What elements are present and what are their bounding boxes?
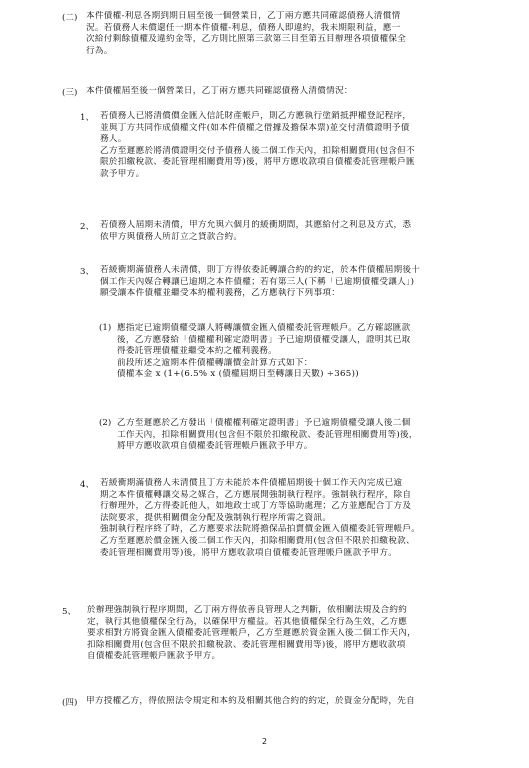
text-line: 願受讓本件債權並繼受本約權利義務，乙方應執行下列事項： [100,288,341,299]
text-line: 工作天內，扣除相關費用(包含但不限於扣繳稅款、委託管理相關費用等)後， [117,429,418,440]
list-item-number: 5、 [62,607,77,617]
text-line: 要求相對方將資金匯入債權委託管理帳戶，乙方至遲應於資金匯入後二個工作天內， [87,628,417,639]
text-line: 應指定已逾期債權受讓人將轉讓價金匯入債權委託管理帳戶。乙方確認匯款 [117,323,411,333]
text-line: 本件債權-利息各期到期日屆至後一個營業日，乙丁兩方應共同確認債務人清償情 [86,11,401,21]
text-line: 定，執行其他債權保全行為，以確保甲方權益。若其他債權保全行為生效，乙方應 [87,616,408,627]
text-line: 後，乙方應發給「債權權利確定證明書」予已逾期債權受讓人，證明其已取 [117,334,411,345]
text-line: 得委託管理債權並繼受本約之權利義務。 [117,346,278,357]
paragraph-4-label: (四) [62,698,78,708]
text-line: 自債權委託管理帳戶匯款予甲方。 [87,651,221,662]
text-line: 乙方至遲應於價金匯入後二個工作天內，扣除相關費用(包含但不限於扣繳稅款、 [100,535,415,546]
list-item-number: 4、 [80,480,95,490]
text-line: 本件債權屆至後一個營業日，乙丁兩方應共同確認債務人清償情況： [86,86,353,96]
text-line: 若緩衝期滿債務人未清償，則丁方得依委託轉讓合約的約定，於本件債權屆期後十 [100,265,421,275]
list-item-number: 2、 [80,222,95,232]
list-item-number: 3、 [80,267,95,277]
sub-item-number: (1) [99,323,112,333]
text-line: 強制執行程序終了時，乙方應要求法院將擔保品拍賣價金匯入債權委託管理帳戶。 [100,524,421,535]
paragraph-3-label: (三) [62,88,78,98]
page-number: 2 [261,737,268,746]
text-line: 行辦理外，乙方得委託他人，如地政士或丁方等協助處理；乙方並應配合丁方及 [100,501,412,512]
text-line: 況。若債務人未償還任一期本件債權-利息，債務人即違約，我未期限利益，應一 [86,22,401,33]
text-line: 扣除相關費用(包含但不限於扣繳稅款、委託管理相關費用等)後，將甲方應收款項 [87,639,406,650]
formula-line: 債權本金 x (1+(6.5% x (債權屆期日至轉讓日天數) ÷365)) [117,369,359,380]
text-line: 限於扣繳稅款、委託管理相關費用等)後，將甲方應收款項自債權委託管理帳戶匯 [100,157,415,168]
text-line: 個工作天內媒合轉讓已逾期之本件債權；若有第三人(下稱「已逾期債權受讓人」) [100,276,415,287]
text-line: 若緩衝期滿債務人未清償且丁方未能於本件債權屆期後十個工作天內完成已逾 [100,478,403,488]
sub-item-number: (2) [99,418,112,428]
paragraph-2-label: (二) [62,13,78,23]
text-line: 乙方至遲應於乙方發出「債權權利確定證明書」予已逾期債權受讓人後二個 [117,418,411,428]
text-line: 次給付剩餘債權及違約金等，乙方則比照第三款第三目至第五目辦理各項債權保全 [86,34,407,45]
text-line: 期之本件債權轉讓交易之媒合，乙方應展開強制執行程序。強制執行程序，除自 [100,489,412,500]
text-line: 將甲方應收款項自債權委託管理帳戶匯款予甲方。 [117,441,313,452]
text-line: 法院要求，提供相關價金分配及強制執行程序所需之資訊。 [100,512,332,523]
text-line: 並與丁方共同作成債權文件(如本件債權之借據及擔保本票)並交付清償證明予債 [100,122,410,133]
text-line: 甲方授權乙方，得依照法令規定和本約及相關其他合約的約定，於資金分配時，先自 [86,696,416,706]
text-line: 若債務人已將清償價金匯入信託財產帳戶，則乙方應執行塗銷抵押權登記程序， [100,111,412,121]
text-line: 前段所述之逾期本件債權轉讓價金計算方式如下： [117,357,313,368]
text-line: 務人。 [100,134,127,145]
list-item-number: 1、 [80,113,95,123]
text-line: 行為。 [86,45,113,56]
text-line: 於辦理強制執行程序期間，乙丁兩方得依善良管理人之判斷，依相關法規及合約約 [87,605,408,615]
text-line: 委託管理相關費用等)後，將甲方應收款項自債權委託管理帳戶匯款予甲方。 [100,547,398,558]
text-line: 乙方至遲應於將清償證明交付予債務人後二個工作天內，扣除相關費用(包含但不 [100,145,415,156]
text-line: 若債務人屆期未清償，甲方允與六個月的緩衝期間，其應給付之利息及方式，悉 [100,220,412,230]
text-line: 依甲方與債務人所訂立之貸款合約。 [100,231,243,242]
text-line: 款予甲方。 [100,168,145,179]
